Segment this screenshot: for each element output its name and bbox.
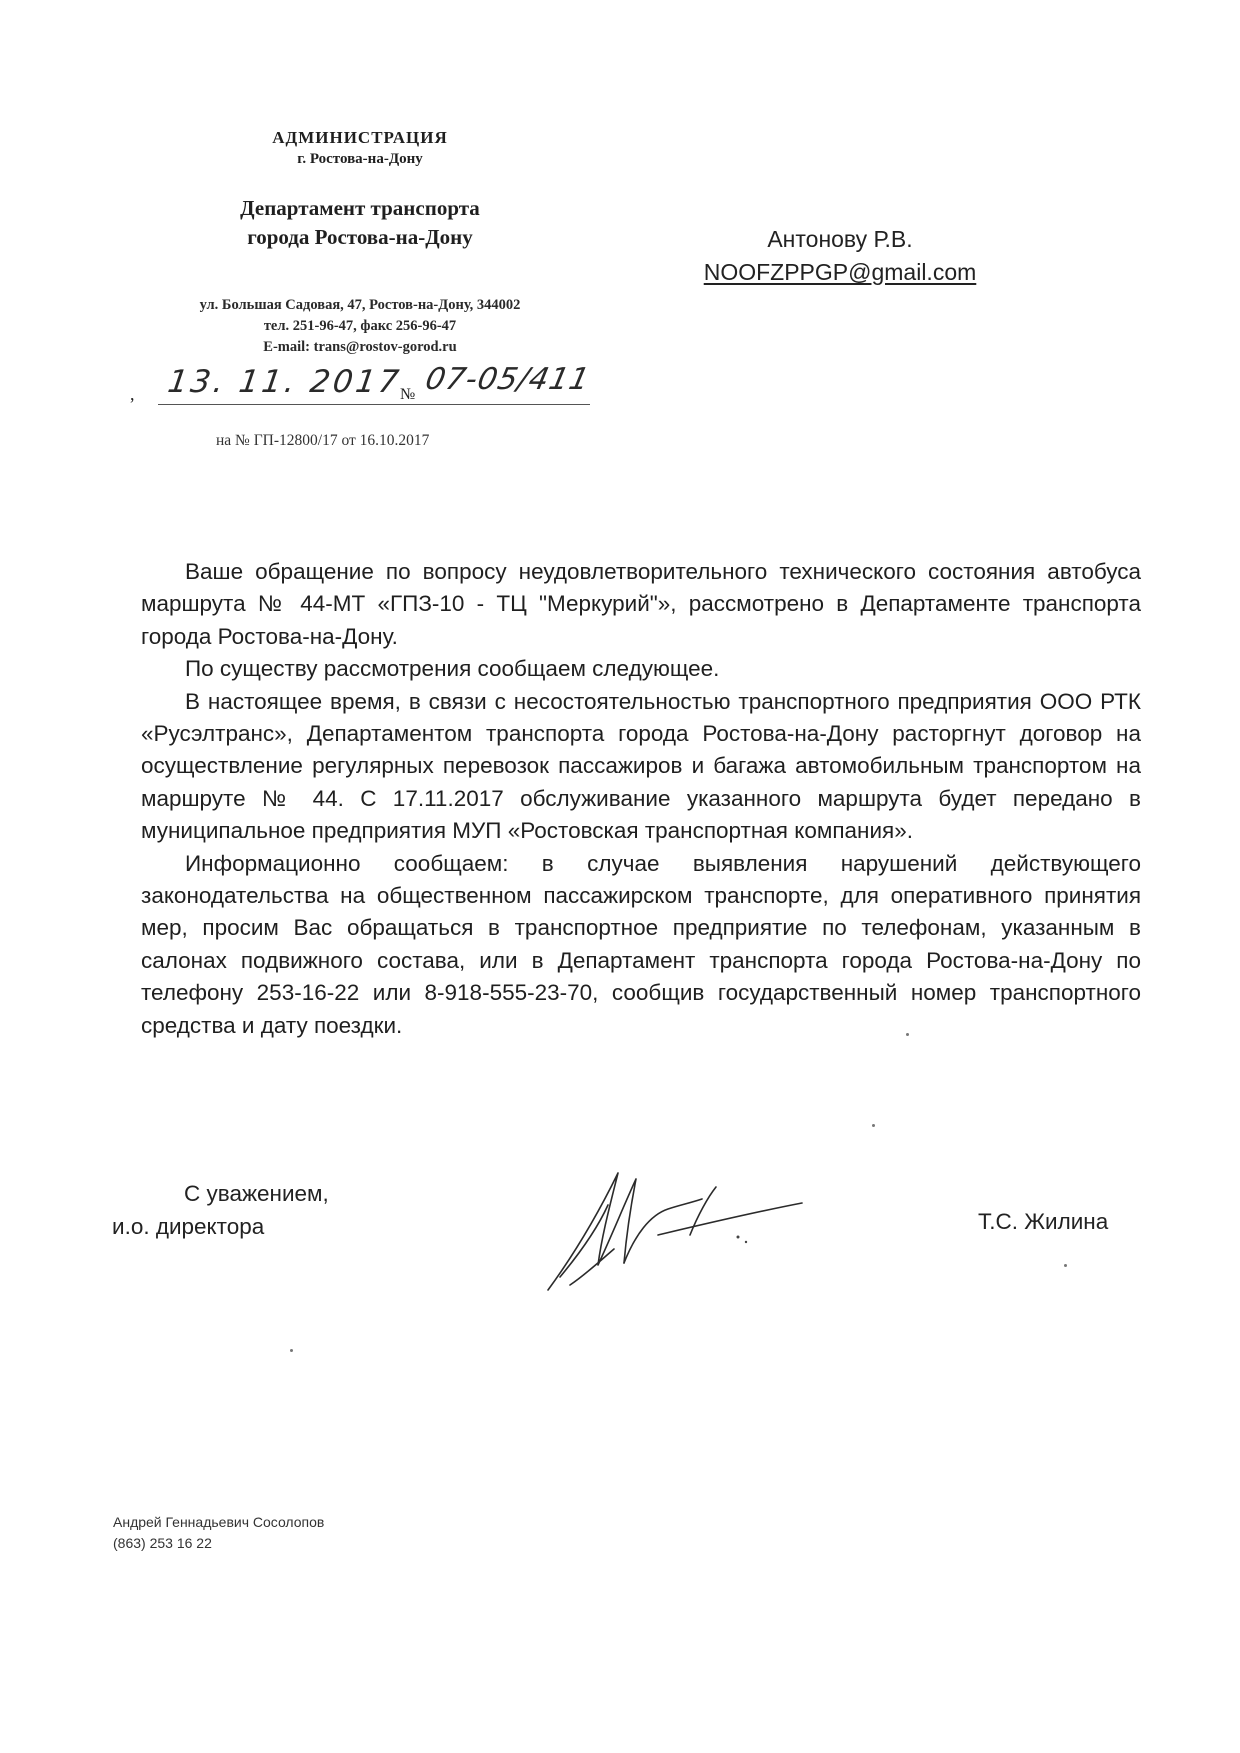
scan-speck [906, 1033, 909, 1036]
letterhead-phones: тел. 251-96-47, факс 256-96-47 [263, 318, 457, 334]
letterhead-address: ул. Большая Садовая, 47, Ростов-на-Дону, 344002 [199, 297, 521, 313]
department-line1: Департамент транспорта [240, 196, 480, 220]
registration-date: 13. 11. 2017 [165, 364, 404, 400]
letter-body [141, 556, 1141, 1042]
registration-number: 07-05/411 [422, 362, 594, 397]
registration-mark: , [130, 384, 135, 404]
closing-block [112, 1177, 329, 1243]
number-underline [420, 404, 590, 405]
handwritten-signature [540, 1165, 820, 1295]
addressee-name: Антонову Р.В. [767, 226, 913, 252]
addressee-email: NOOFZPPGP@gmail.com [703, 259, 977, 285]
letterhead-contacts [130, 295, 590, 358]
letterhead-admin: АДМИНИСТРАЦИЯ [272, 128, 448, 147]
body-paragraph-3: В настоящее время, в связи с несостоятельностью транспортного предприятия ООО РТК «Русэлтранс», Департаментом транспорта города Ростова-на-Дону расторгнут договор на осуществление регулярных перевозок пассажиров и багажа автомобильным транспортом на маршруте № 44. С 17.11.2017 обслуживание указанного маршрута будет передано в муниципальное предприятия МУП «Ростовская транспортная компания». [141, 688, 1141, 844]
registration-line [130, 362, 594, 414]
scan-speck [872, 1124, 875, 1127]
executor-block [113, 1512, 324, 1554]
letterhead-city: г. Ростова-на-Дону [297, 151, 423, 167]
executor-phone: (863) 253 16 22 [113, 1535, 212, 1551]
letterhead-email: E-mail: trans@rostov-gorod.ru [263, 339, 457, 355]
body-paragraph-2: По существу рассмотрения сообщаем следующее. [185, 656, 720, 682]
closing-position: и.о. директора [112, 1214, 265, 1239]
scan-speck [290, 1349, 293, 1352]
addressee [640, 223, 1040, 289]
number-sign: № [400, 386, 416, 403]
letterhead [140, 128, 580, 252]
scan-speck [1064, 1264, 1067, 1267]
executor-name: Андрей Геннадьевич Сосолопов [113, 1514, 325, 1530]
signer-name: Т.С. Жилина [978, 1209, 1109, 1234]
body-paragraph-4: Информационно сообщаем: в случае выявления нарушений действующего законодательства на общественном пассажирском транспорте, для оперативного принятия мер, просим Вас обращаться в транспортное предприятие по телефонам, указанным в салонах подвижного состава, или в Департамент транспорта города Ростова-на-Дону по телефону 253-16-22 или 8-918-555-23-70, сообщив государственный номер транспортного средства и дату поездки. [141, 850, 1141, 1038]
body-paragraph-1: Ваше обращение по вопросу неудовлетворительного технического состояния автобуса маршрута № 44-МТ «ГПЗ-10 - ТЦ "Меркурий"», рассмотрено в Департаменте транспорта города Ростова-на-Дону. [141, 559, 1141, 649]
closing-regards: С уважением, [184, 1181, 329, 1206]
department-line2: города Ростова-на-Дону [247, 225, 473, 249]
reply-to-reference: на № ГП-12800/17 от 16.10.2017 [216, 432, 430, 449]
letterhead-department [140, 194, 580, 252]
